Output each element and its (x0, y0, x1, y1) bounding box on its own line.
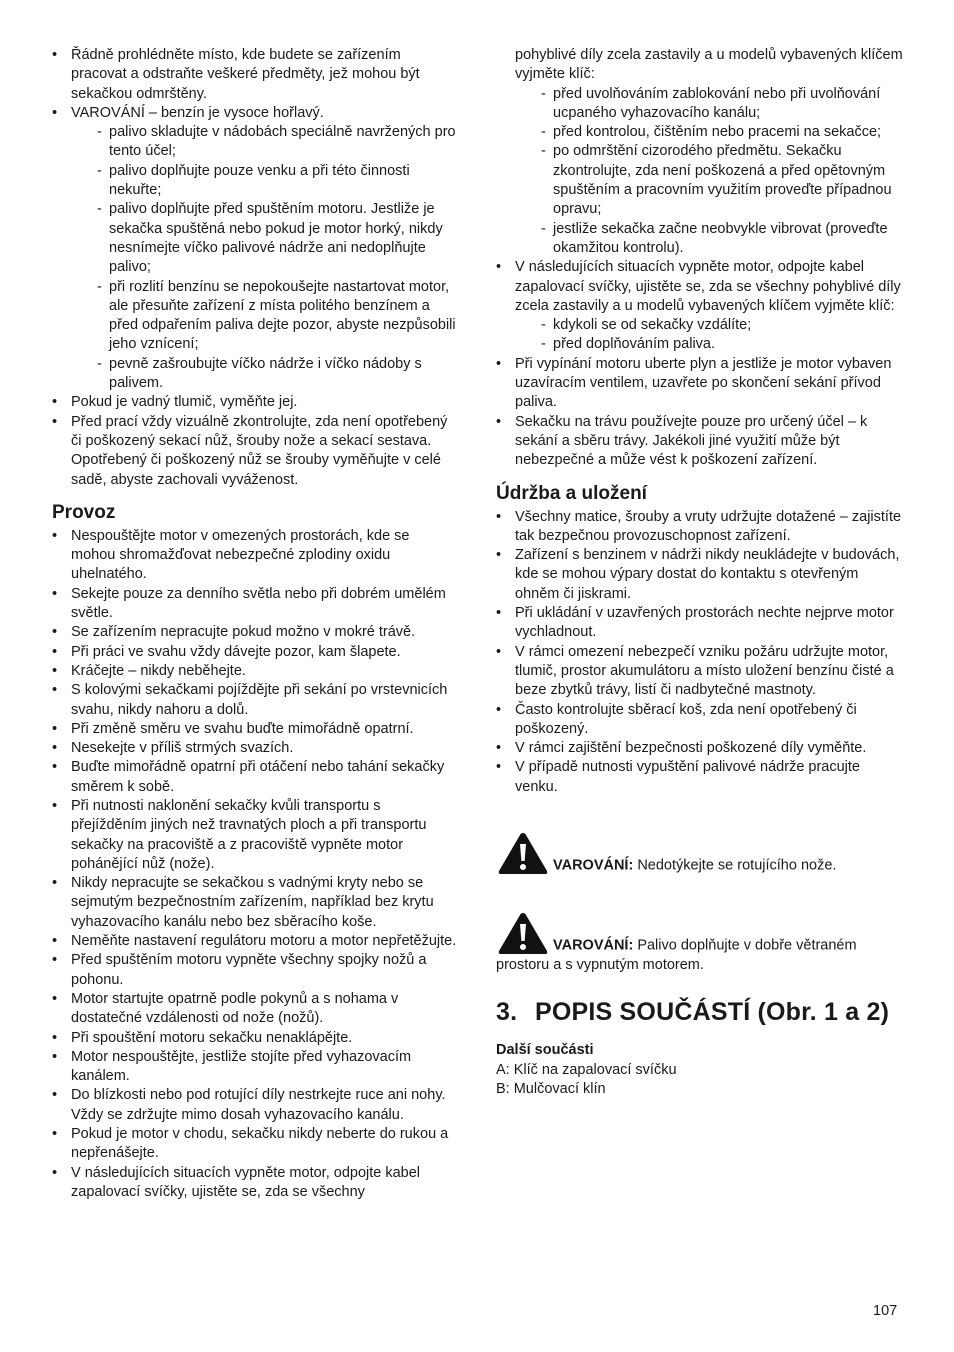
warning-text: Palivo doplňujte v dobře větraném prostoru a s vypnutým motorem. (496, 937, 857, 973)
list-item: • Neměňte nastavení regulátoru motoru a motor nepřetěžujte. (52, 932, 457, 951)
sub-list (71, 123, 457, 393)
list-item: • Sekejte pouze za denního světla nebo při dobrém umělém světle. (52, 585, 457, 624)
list-item: • Pokud je vadný tlumič, vyměňte jej. (52, 393, 457, 412)
list-item: • Zařízení s benzinem v nádrži nikdy neukládejte v budovách, kde se mohou výpary dostat do kontaktu s otevřeným ohněm či jiskrami. (496, 546, 904, 604)
warning-fuel (496, 910, 904, 975)
list-item: • Před spuštěním motoru vypněte všechny spojky nožů a pohonu. (52, 951, 457, 990)
list-item: • V následujících situacích vypněte motor, odpojte kabel zapalovací svíčky, ujistěte se, zda se všechny (52, 1164, 457, 1203)
section-heading-provoz: Provoz (52, 501, 116, 523)
list-item: • S kolovými sekačkami pojíždějte při sekání po vrstevnicích svahu, nikdy nahoru a dolů. (52, 681, 457, 720)
part-item: A: Klíč na zapalovací svíčku (496, 1061, 677, 1078)
list-item: • Řádně prohlédněte místo, kde budete se zařízením pracovat a odstraňte veškeré předměty, jež mohou být sekačkou odmrštěny. (52, 46, 457, 104)
sub-list-item: - palivo skladujte v nádobách speciálně navržených pro tento účel; (71, 123, 457, 162)
list-item: • V rámci omezení nebezpečí vzniku požáru udržujte motor, tlumič, prostor akumulátoru a místo uložení benzínu čisté a beze zbytků trávy, listí či nadbytečné mastnoty. (496, 643, 904, 701)
list-item: • Nespouštějte motor v omezených prostorách, kde se mohou shromažďovat nebezpečné zplodiny oxidu uhelnatého. (52, 527, 457, 585)
list-item: • Při nutnosti naklonění sekačky kvůli transportu s přejížděním jiných než travnatých ploch a při transportu sekačky na pracoviště a z pracoviště vypněte motor pohánějící nůž (nože). (52, 797, 457, 874)
list-item: • Při vypínání motoru uberte plyn a jestliže je motor vybaven uzavíracím ventilem, uzavřete po skončení sekání přívod paliva. (496, 355, 904, 413)
section-heading-maintenance: Údržba a uložení (496, 482, 647, 504)
warning-triangle-icon (496, 910, 550, 956)
warning-label: VAROVÁNÍ: (553, 937, 634, 954)
list-item: • Kráčejte – nikdy neběhejte. (52, 662, 457, 681)
sub-list (515, 316, 904, 355)
safety-list (52, 46, 457, 490)
sub-list-item: - po odmrštění cizorodého předmětu. Sekačku zkontrolujte, zda není poškozená a před opětovným spuštěním a pracovním využitím proveďte případnou opravu; (515, 142, 904, 219)
list-item: • Při změně směru ve svahu buďte mimořádně opatrní. (52, 720, 457, 739)
maintenance-list (496, 508, 904, 797)
warning-text: Nedotýkejte se rotujícího nože. (633, 857, 837, 874)
list-item: • V následujících situacích vypněte motor, odpojte kabel zapalovací svíčky, ujistěte se, zda se všechny pohyblivé díly zcela zastavily a u modelů vybavených klíčem vyjměte klíč: - kdykoli se od sekačky vzdálíte; - před doplňováním paliva. (496, 258, 904, 354)
parts-heading: Další součásti (496, 1042, 594, 1059)
provoz-list (52, 527, 457, 1202)
list-item: • Nikdy nepracujte se sekačkou s vadnými kryty nebo se sejmutým bezpečnostním zařízením, například bez krytu vyhazovacího kanálu nebo bez sběracího koše. (52, 874, 457, 932)
list-item: • Sekačku na trávu používejte pouze pro určený účel – k sekání a sběru trávy. Jakékoli jiné využití může být nebezpečné a může vést k poškození zařízení. (496, 413, 904, 471)
list-item: • Motor nespouštějte, jestliže stojíte před vyhazovacím kanálem. (52, 1048, 457, 1087)
sub-list-item: - před kontrolou, čištěním nebo pracemi na sekačce; (515, 123, 904, 142)
list-item: • Často kontrolujte sběrací koš, zda není opotřebený či poškozený. (496, 701, 904, 740)
sub-list-item: - před doplňováním paliva. (515, 335, 904, 354)
list-item: • V případě nutnosti vypuštění palivové nádrže pracujte venku. (496, 758, 904, 797)
list-item: • Se zařízením nepracujte pokud možno v mokré trávě. (52, 623, 457, 642)
sub-list-item: - před uvolňováním zablokování nebo při uvolňování ucpaného vyhazovacího kanálu; (515, 85, 904, 124)
warning-label: VAROVÁNÍ: (553, 857, 634, 874)
list-item: • V rámci zajištění bezpečnosti poškozené díly vyměňte. (496, 739, 904, 758)
section-title (496, 997, 904, 1027)
section-title-text: POPIS SOUČÁSTÍ (Obr. 1 a 2) (535, 998, 890, 1027)
list-item: • VAROVÁNÍ – benzín je vysoce hořlavý. - palivo skladujte v nádobách speciálně navržených pro tento účel; - palivo doplňujte pouze venku a při této činnosti nekuřte; - palivo doplňujte před spuštěním motoru. Jestliže je sekačka spuštěná nebo pokud je motor horký, nikdy nesnímejte víčko palivové nádrže ani nedoplňujte palivo; - při rozlití benzínu se nepokoušejte nastartovat motor, ale přesuňte zařízení z místa politého benzínem a před odpařením paliva dejte pozor, abyste nezpůsobili jeho vznícení; - pevně zašroubujte víčko nádrže i víčko nádoby s palivem. (52, 104, 457, 393)
sub-list-item: - pevně zašroubujte víčko nádrže i víčko nádoby s palivem. (71, 355, 457, 394)
warning-triangle-icon (496, 830, 550, 876)
sub-list-item: - kdykoli se od sekačky vzdálíte; (515, 316, 904, 335)
list-item: • Při práci ve svahu vždy dávejte pozor, kam šlapete. (52, 643, 457, 662)
list-item: • Buďte mimořádně opatrní při otáčení nebo tahání sekačky směrem k sobě. (52, 758, 457, 797)
warning-rotating-blade (496, 830, 904, 876)
list-item: • Všechny matice, šrouby a vruty udržujte dotažené – zajistíte tak bezpečnou provozuschopnost zařízení. (496, 508, 904, 547)
list-item: • Do blízkosti nebo pod rotující díly nestrkejte ruce ani nohy. Vždy se zdržujte mimo dosah vyhazovacího kanálu. (52, 1086, 457, 1125)
section-number: 3. (496, 998, 518, 1027)
part-item: B: Mulčovací klín (496, 1080, 606, 1097)
list-item: • Motor startujte opatrně podle pokynů a s nohama v dostatečné vzdálenosti od nože (nožů). (52, 990, 457, 1029)
right-column (496, 46, 904, 1099)
sub-list (515, 85, 904, 259)
list-item: • Před prací vždy vizuálně zkontrolujte, zda není opotřebený či poškozený sekací nůž, šrouby nože a sekací sestava. Opotřebený či poškozený nůž se šrouby vyměňujte v celé sadě, abyste zachovali vyváženost. (52, 413, 457, 490)
sub-list-item: - palivo doplňujte před spuštěním motoru. Jestliže je sekačka spuštěná nebo pokud je motor horký, nikdy nesnímejte víčko palivové nádrže ani nedoplňujte palivo; (71, 200, 457, 277)
list-item: • Při ukládání v uzavřených prostorách nechte nejprve motor vychladnout. (496, 604, 904, 643)
list-item: • Při spouštění motoru sekačku nenaklápějte. (52, 1029, 457, 1048)
page-number: 107 (873, 1303, 898, 1319)
sub-list-item: - při rozlití benzínu se nepokoušejte nastartovat motor, ale přesuňte zařízení z místa politého benzínem a před odpařením paliva dejte pozor, abyste nezpůsobili jeho vznícení; (71, 278, 457, 355)
safety-list-right (496, 258, 904, 470)
list-item: • Nesekejte v příliš strmých svazích. (52, 739, 457, 758)
continued-list (496, 46, 904, 258)
left-column (52, 46, 457, 1202)
sub-list-item: - jestliže sekačka začne neobvykle vibrovat (proveďte okamžitou kontrolu). (515, 220, 904, 259)
list-item: • Pokud je motor v chodu, sekačku nikdy neberte do rukou a nepřenášejte. (52, 1125, 457, 1164)
sub-list-item: - palivo doplňujte pouze venku a při této činnosti nekuřte; (71, 162, 457, 201)
list-item-continued: pohyblivé díly zcela zastavily a u modelů vybavených klíčem vyjměte klíč: - před uvolňováním zablokování nebo při uvolňování ucpaného vyhazovacího kanálu; - před kontrolou, čištěním nebo pracemi na sekačce; - po odmrštění cizorodého předmětu. Sekačku zkontrolujte, zda není poškozená a před opětovným spuštěním a pracovním využitím proveďte případnou opravu; - jestliže sekačka začne neobvykle vibrovat (proveďte okamžitou kontrolu). (496, 46, 904, 258)
